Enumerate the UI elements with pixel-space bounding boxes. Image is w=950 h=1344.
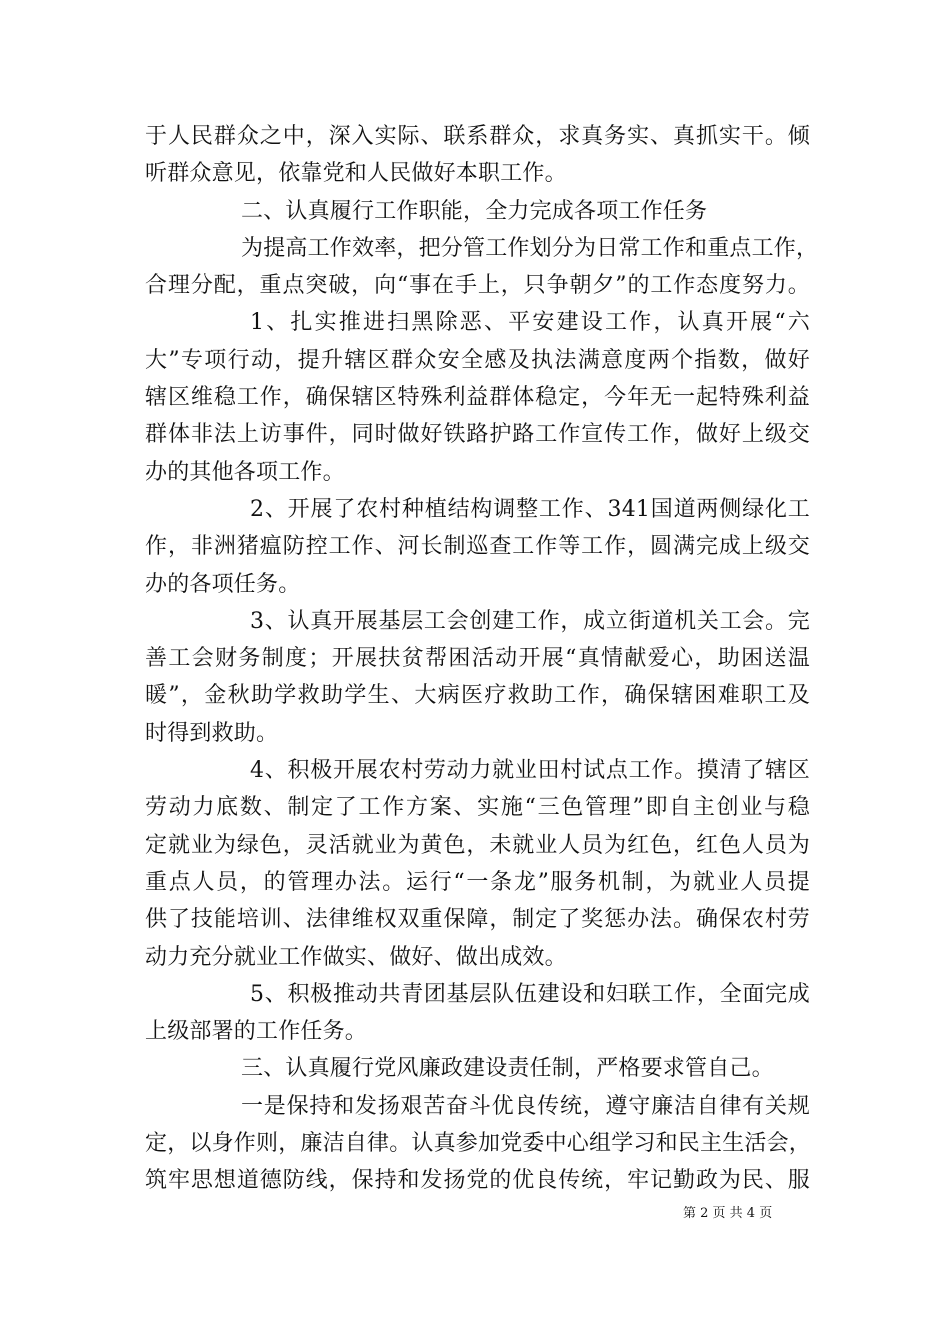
text-line: 供了技能培训、法律维权双重保障，制定了奖惩办法。确保农村劳 — [145, 907, 810, 933]
list-item-heading: 5、积极推动共青团基层队伍建设和妇联工作，全面完成 — [250, 981, 810, 1007]
text-line: 筑牢思想道德防线，保持和发扬党的优良传统，牢记勤政为民、服 — [145, 1168, 810, 1194]
list-item-heading: 3、认真开展基层工会创建工作，成立街道机关工会。完 — [250, 608, 810, 634]
page-number: 第 2 页 共 4 页 — [683, 1206, 773, 1221]
text-line: 定，以身作则，廉洁自律。认真参加党委中心组学习和民主生活会， — [145, 1131, 812, 1157]
text-line: 暖”，金秋助学救助学生、大病医疗救助工作，确保辖困难职工及 — [145, 683, 810, 709]
text-line: 听群众意见，依靠党和人民做好本职工作。 — [145, 161, 567, 187]
text-line: 善工会财务制度；开展扶贫帮困活动开展“真情献爱心，助困送温 — [145, 646, 810, 672]
text-line: 大”专项行动，提升辖区群众安全感及执法满意度两个指数，做好 — [145, 347, 810, 373]
text-line: 于人民群众之中，深入实际、联系群众，求真务实、真抓实干。倾 — [145, 124, 810, 149]
list-item-heading: 2、开展了农村种植结构调整工作、341国道两侧绿化工 — [250, 496, 810, 522]
list-item-heading: 1、扎实推进扫黑除恶、平安建设工作，认真开展“六 — [250, 310, 810, 336]
section-heading: 二、认真履行工作职能，全力完成各项工作任务 — [241, 198, 708, 224]
text-line: 群体非法上访事件，同时做好铁路护路工作宣传工作，做好上级交 — [145, 422, 810, 448]
text-line: 一是保持和发扬艰苦奋斗优良传统，遵守廉洁自律有关规 — [241, 1093, 810, 1119]
document-body — [145, 118, 819, 1200]
text-line: 动力充分就业工作做实、做好、做出成效。 — [145, 944, 567, 970]
section-heading: 三、认真履行党风廉政建设责任制，严格要求管自己。 — [241, 1056, 774, 1082]
text-line: 合理分配，重点突破，向“事在手上，只争朝夕”的工作态度努力。 — [145, 273, 810, 299]
text-line: 办的其他各项工作。 — [145, 459, 345, 485]
text-line: 时得到救助。 — [145, 720, 279, 746]
text-line: 为提高工作效率，把分管工作划分为日常工作和重点工作， — [241, 235, 819, 261]
text-line: 作，非洲猪瘟防控工作、河长制巡查工作等工作，圆满完成上级交 — [145, 534, 810, 560]
text-line: 劳动力底数、制定了工作方案、实施“三色管理”即自主创业与稳 — [145, 795, 810, 821]
text-line: 办的各项任务。 — [145, 571, 301, 597]
text-line: 定就业为绿色，灵活就业为黄色，未就业人员为红色，红色人员为 — [145, 832, 810, 858]
text-line: 辖区维稳工作，确保辖区特殊利益群体稳定，今年无一起特殊利益 — [145, 385, 810, 411]
text-line: 重点人员，的管理办法。运行“一条龙”服务机制，为就业人员提 — [145, 869, 810, 895]
list-item-heading: 4、积极开展农村劳动力就业田村试点工作。摸清了辖区 — [250, 758, 810, 784]
text-line: 上级部署的工作任务。 — [145, 1019, 368, 1045]
